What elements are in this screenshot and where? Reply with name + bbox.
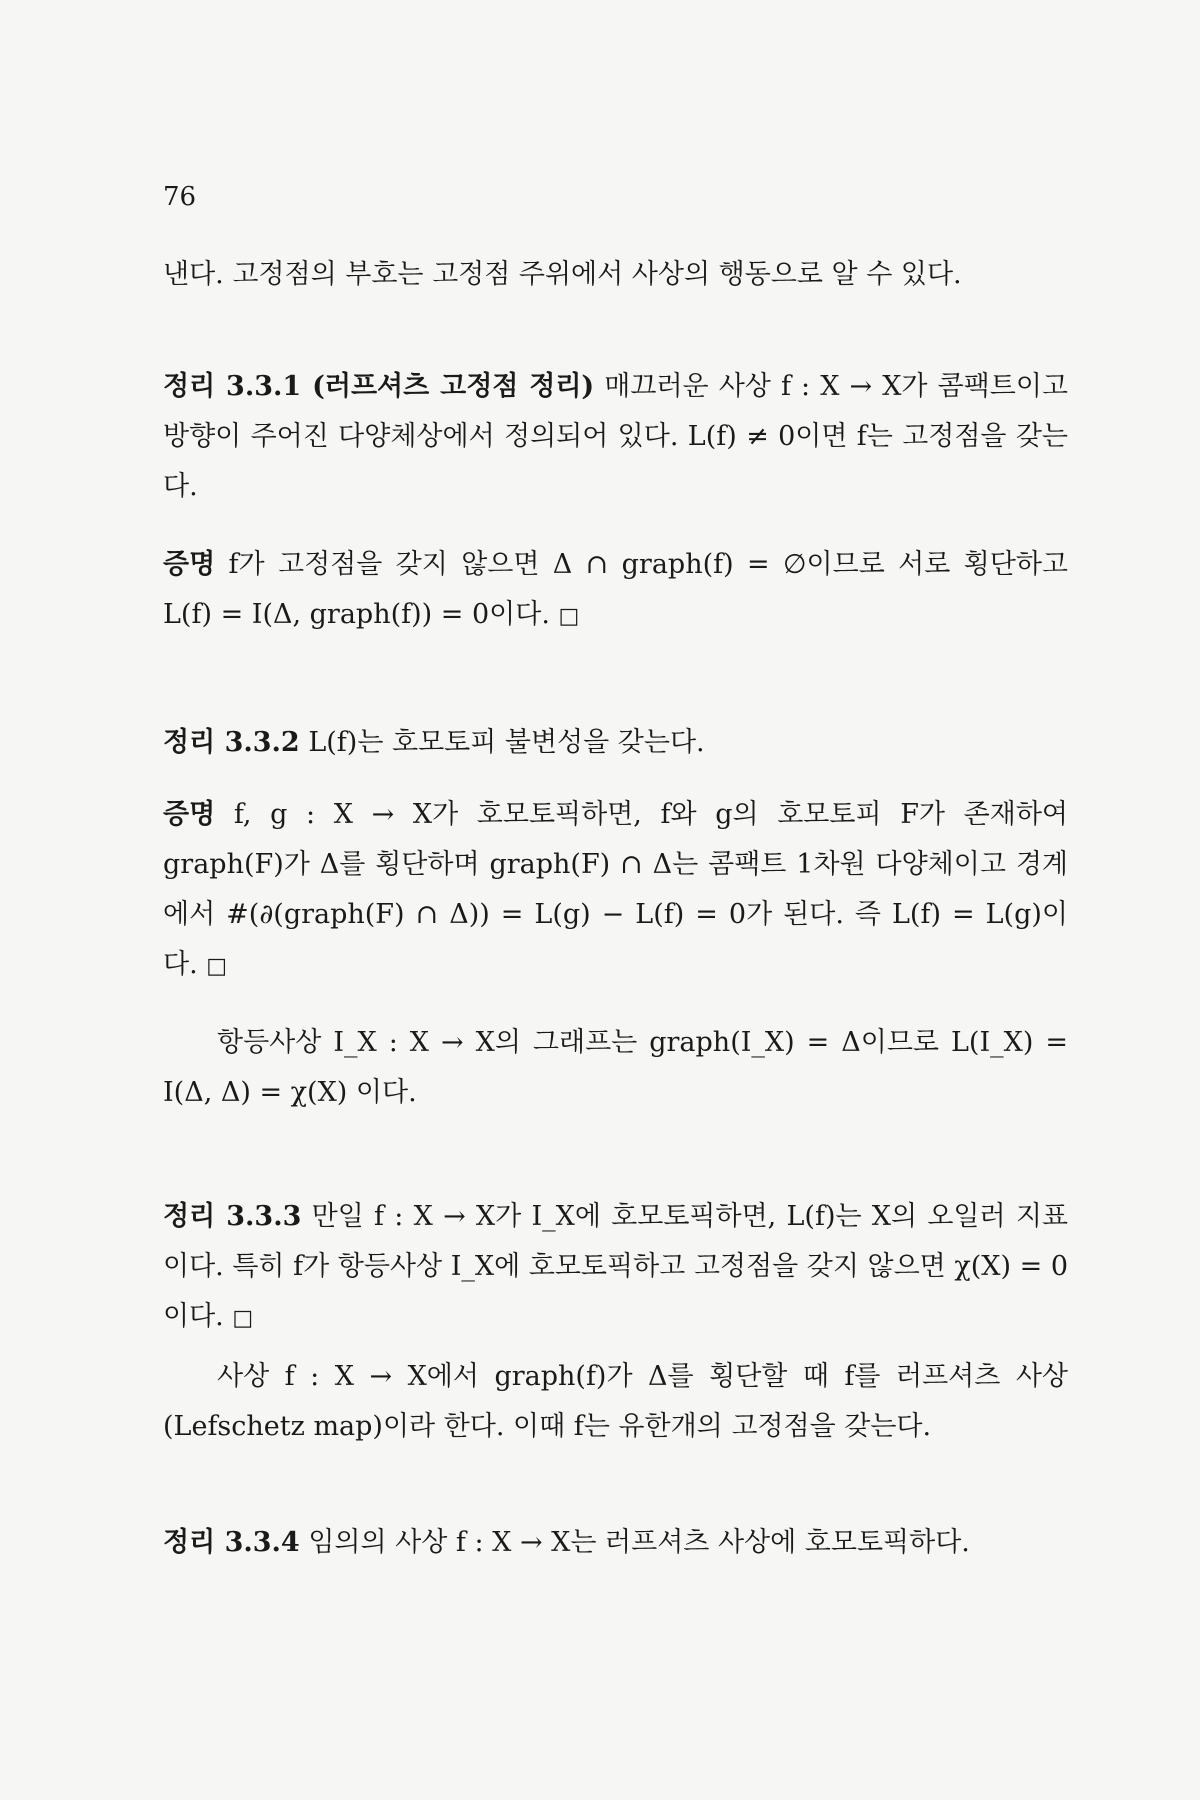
- proof-body: f, g : X → X가 호모토픽하면, f와 g의 호모토피 F가 존재하여 graph(F)가 Δ를 횡단하며 graph(F) ∩ Δ는 콤팩트 1차원 다양체이고 경계에서 #(∂(graph(F) ∩ Δ)) = L(g) − L(f) = 0가 된다. 즉 L(f) = L(g)이다.: [163, 799, 1068, 980]
- qed-symbol: □: [558, 604, 580, 629]
- theorem-body: 임의의 사상 f : X → X는 러프셔츠 사상에 호모토픽하다.: [308, 1527, 970, 1558]
- theorem-body: 매끄러운 사상 f : X → X가 콤팩트이고 방향이 주어진 다양체상에서 정의되어 있다. L(f) ≠ 0이면 f는 고정점을 갖는다.: [163, 371, 1068, 502]
- page-number: 76: [163, 182, 197, 212]
- theorem-body: L(f)는 호모토피 불변성을 갖는다.: [308, 727, 705, 758]
- qed-symbol: □: [206, 954, 228, 979]
- theorem-label: 정리 3.3.3: [163, 1201, 302, 1232]
- qed-symbol: □: [232, 1306, 254, 1331]
- theorem-label: 정리 3.3.4: [163, 1527, 300, 1558]
- theorem-3-3-3: [163, 1192, 1068, 1344]
- proof-label: 증명: [163, 799, 216, 830]
- theorem-label: 정리 3.3.2: [163, 727, 300, 758]
- proof-label: 증명: [163, 549, 216, 580]
- theorem-3-3-1: [163, 362, 1068, 512]
- intro-paragraph: 낸다. 고정점의 부호는 고정점 주위에서 사상의 행동으로 알 수 있다.: [163, 259, 962, 290]
- theorem-label: 정리 3.3.1 (러프셔츠 고정점 정리): [163, 371, 595, 402]
- theorem-3-3-2: [163, 718, 1068, 768]
- theorem-3-3-4: [163, 1518, 1068, 1568]
- proof-body: f가 고정점을 갖지 않으면 Δ ∩ graph(f) = ∅이므로 서로 횡단하고 L(f) = I(Δ, graph(f)) = 0이다.: [163, 549, 1068, 630]
- identity-map-paragraph: 항등사상 I_X : X → X의 그래프는 graph(I_X) = Δ이므로 L(I_X) = I(Δ, Δ) = χ(X) 이다.: [163, 1027, 1068, 1108]
- proof-3-3-1: [163, 540, 1068, 642]
- lefschetz-map-paragraph: 사상 f : X → X에서 graph(f)가 Δ를 횡단할 때 f를 러프셔츠 사상(Lefschetz map)이라 한다. 이때 f는 유한개의 고정점을 갖는다.: [163, 1361, 1068, 1442]
- proof-3-3-2: [163, 790, 1068, 992]
- theorem-body: 만일 f : X → X가 I_X에 호모토픽하면, L(f)는 X의 오일러 지표이다. 특히 f가 항등사상 I_X에 호모토픽하고 고정점을 갖지 않으면 χ(X) = 0이다.: [163, 1201, 1068, 1332]
